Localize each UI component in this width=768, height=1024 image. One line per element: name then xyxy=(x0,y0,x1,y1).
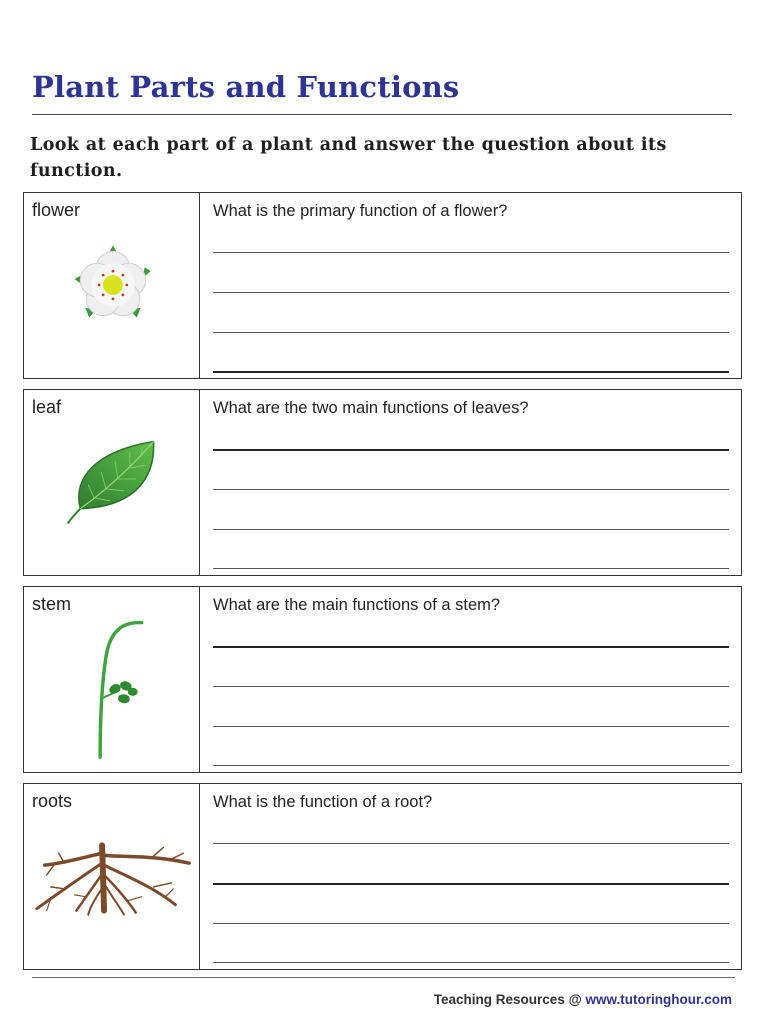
answer-line[interactable] xyxy=(213,332,729,333)
answer-line[interactable] xyxy=(213,529,729,530)
title-divider xyxy=(32,114,732,115)
answer-line[interactable] xyxy=(213,292,729,293)
part-label: leaf xyxy=(32,397,62,417)
page-title: Plant Parts and Functions xyxy=(32,70,460,104)
card-left-panel xyxy=(24,784,200,969)
card-left-panel xyxy=(24,193,200,378)
card-stem xyxy=(23,586,742,773)
answer-line[interactable] xyxy=(213,686,729,687)
answer-line[interactable] xyxy=(213,489,729,490)
roots-icon xyxy=(24,784,200,969)
footer-prefix: Teaching Resources @ xyxy=(433,992,586,1007)
answer-line[interactable] xyxy=(213,371,729,373)
instructions: Look at each part of a plant and answer the question about its function. xyxy=(30,135,667,181)
card-roots xyxy=(23,783,742,970)
answer-line[interactable] xyxy=(213,726,729,727)
answer-line[interactable] xyxy=(213,883,729,885)
part-label: flower xyxy=(32,200,81,220)
answer-line[interactable] xyxy=(213,568,729,569)
card-left-panel xyxy=(24,390,200,575)
answer-line[interactable] xyxy=(213,923,729,924)
question: What are the two main functions of leaves? xyxy=(213,399,529,417)
answer-line[interactable] xyxy=(213,252,729,253)
answer-line[interactable] xyxy=(213,646,729,648)
card-flower xyxy=(23,192,742,379)
card-left-panel xyxy=(24,587,200,772)
part-label: stem xyxy=(32,594,72,614)
part-label: roots xyxy=(32,791,73,811)
leaf-icon xyxy=(24,390,200,575)
question: What are the main functions of a stem? xyxy=(213,596,501,614)
stem-icon xyxy=(24,587,200,772)
card-leaf xyxy=(23,389,742,576)
footer xyxy=(434,992,732,1007)
flower-icon xyxy=(24,193,200,378)
answer-line[interactable] xyxy=(213,765,729,766)
question: What is the primary function of a flower? xyxy=(213,202,508,220)
footer-url-link[interactable]: www.tutoringhour.com xyxy=(585,992,732,1007)
answer-line[interactable] xyxy=(213,449,729,451)
answer-line[interactable] xyxy=(213,962,729,963)
question: What is the function of a root? xyxy=(213,793,433,811)
footer-divider xyxy=(32,977,735,978)
answer-line[interactable] xyxy=(213,843,729,844)
